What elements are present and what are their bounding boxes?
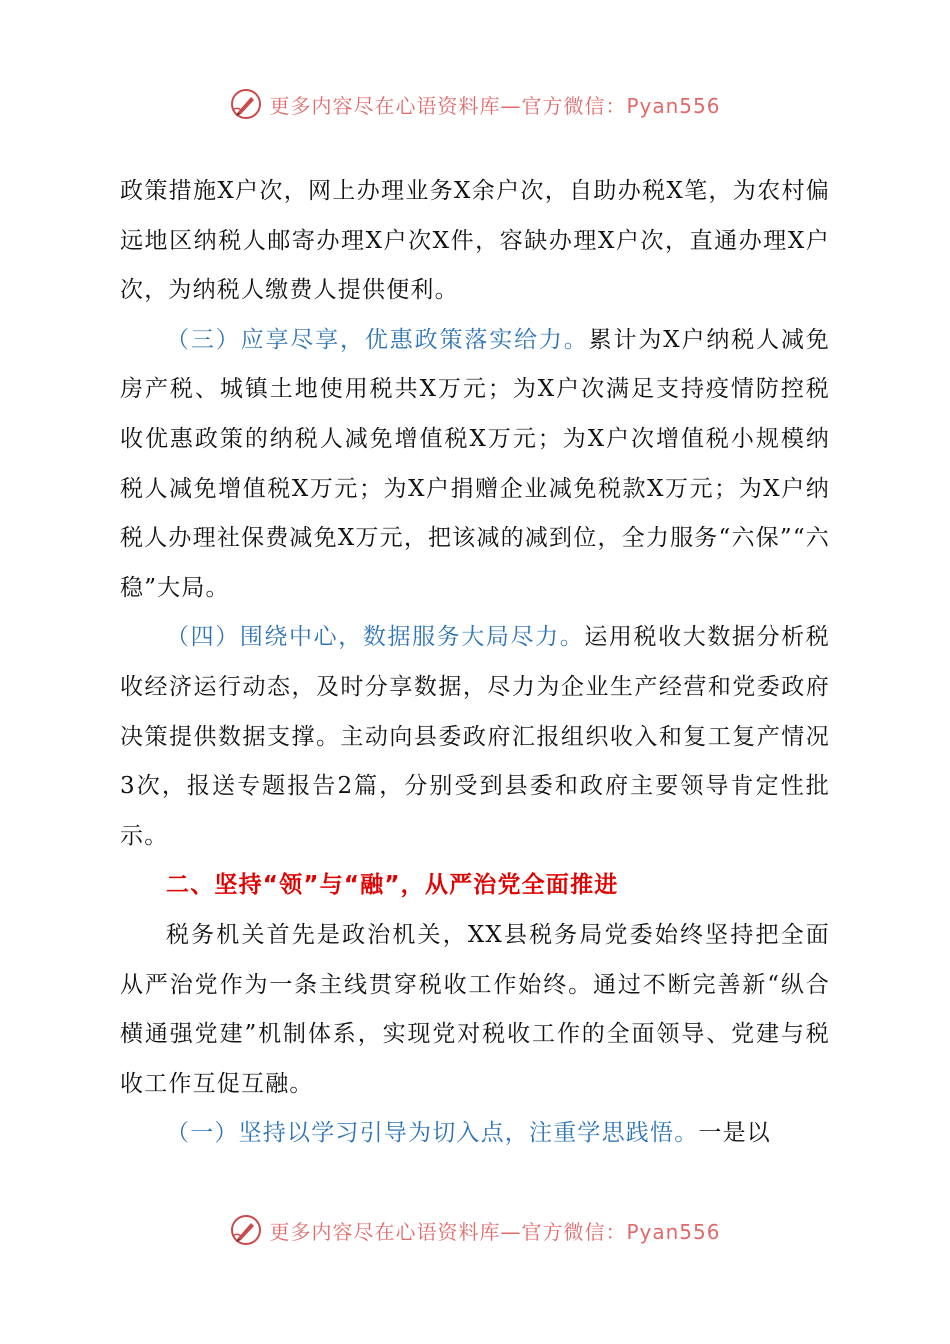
paragraph-5 (120, 1109, 830, 1159)
watermark-header (0, 84, 950, 124)
paragraph-3-text: 运用税收大数据分析税收经济运行动态，及时分享数据，尽力为企业生产经营和党委政府决策提供数据支撑。主动向县委政府汇报组织收入和复工复产情况3次，报送专题报告2篇，分别受到县委和政府主要领导肯定性批示。 (120, 624, 830, 849)
paragraph-2 (120, 316, 830, 614)
subheading-3: （三）应享尽享，优惠政策落实给力。 (166, 326, 589, 353)
subheading-1: （一）坚持以学习引导为切入点，注重学思践悟。 (166, 1120, 699, 1147)
subheading-4: （四）围绕中心，数据服务大局尽力。 (166, 624, 585, 651)
pen-logo-icon (229, 1213, 263, 1247)
paragraph-1: 政策措施X户次，网上办理业务X余户次，自助办税X笔，为农村偏远地区纳税人邮寄办理X户次X件，容缺办理X户次，直通办理X户次，为纳税人缴费人提供便利。 (120, 178, 830, 304)
document-body (120, 167, 830, 1159)
watermark-text: 更多内容尽在心语资料库—官方微信：Pyan556 (269, 93, 721, 118)
pen-logo-icon (229, 87, 263, 121)
section-heading-2: 二、坚持“领”与“融”，从严治党全面推进 (166, 872, 619, 899)
watermark-footer (0, 1210, 950, 1250)
paragraph-2-text: 累计为X户纳税人减免房产税、城镇土地使用税共X万元；为X户次满足支持疫情防控税收优惠政策的纳税人减免增值税X万元；为X户次增值税小规模纳税人减免增值税X万元；为X户捐赠企业减免税款X万元；为X户纳税人办理社保费减免X万元，把该减的减到位，全力服务“六保”“六稳”大局。 (120, 326, 831, 601)
watermark-text: 更多内容尽在心语资料库—官方微信：Pyan556 (269, 1219, 721, 1244)
paragraph-5-text: 一是以 (698, 1120, 772, 1147)
paragraph-3 (120, 613, 830, 861)
paragraph-4: 税务机关首先是政治机关，XX县税务局党委始终坚持把全面从严治党作为一条主线贯穿税收工作始终。通过不断完善新“纵合横通强党建”机制体系，实现党对税收工作的全面领导、党建与税收工作互促互融。 (120, 921, 830, 1097)
